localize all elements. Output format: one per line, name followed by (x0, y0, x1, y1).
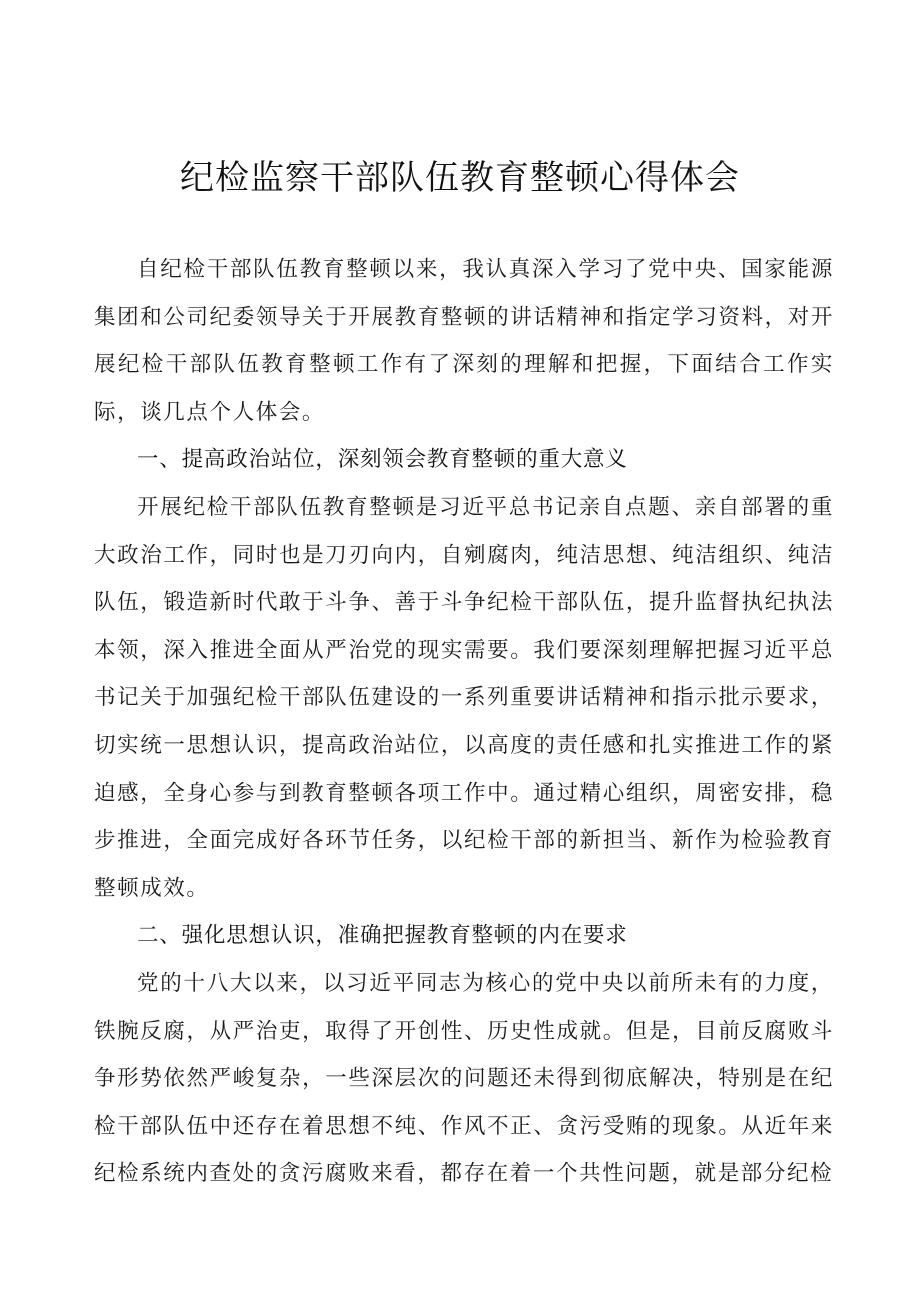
intro-paragraph: 自纪检干部队伍教育整顿以来，我认真深入学习了党中央、国家能源集团和公司纪委领导关于开展教育整顿的讲话精神和指定学习资料，对开展纪检干部队伍教育整顿工作有了深刻的理解和把握，下面结合工作实际，谈几点个人体会。 (94, 257, 834, 425)
section-heading: 一、提高政治站位，深刻领会教育整顿的重大意义 (137, 447, 628, 473)
section-paragraph: 党的十八大以来，以习近平同志为核心的党中央以前所未有的力度，铁腕反腐，从严治吏，取得了开创性、历史性成就。但是，目前反腐败斗争形势依然严峻复杂，一些深层次的问题还未得到彻底解决，特别是在纪检干部队伍中还存在着思想不纯、作风不正、贪污受贿的现象。从近年来纪检系统内查处的贪污腐败来看，都存在着一个共性问题，就是部分纪检 (94, 970, 834, 1187)
section-paragraph: 开展纪检干部队伍教育整顿是习近平总书记亲自点题、亲自部署的重大政治工作，同时也是刀刃向内，自剜腐肉，纯洁思想、纯洁组织、纯洁队伍，锻造新时代敢于斗争、善于斗争纪检干部队伍，提升监督执纪执法本领，深入推进全面从严治党的现实需要。我们要深刻理解把握习近平总书记关于加强纪检干部队伍建设的一系列重要讲话精神和指示批示要求，切实统一思想认识，提高政治站位，以高度的责任感和扎实推进工作的紧迫感，全身心参与到教育整顿各项工作中。通过精心组织，周密安排，稳步推进，全面完成好各环节任务，以纪检干部的新担当、新作为检验教育整顿成效。 (94, 494, 834, 901)
document-body (94, 246, 834, 1198)
section-heading: 二、强化思想认识，准确把握教育整顿的内在要求 (137, 923, 628, 949)
document-title: 纪检监察干部队伍教育整顿心得体会 (180, 158, 740, 198)
